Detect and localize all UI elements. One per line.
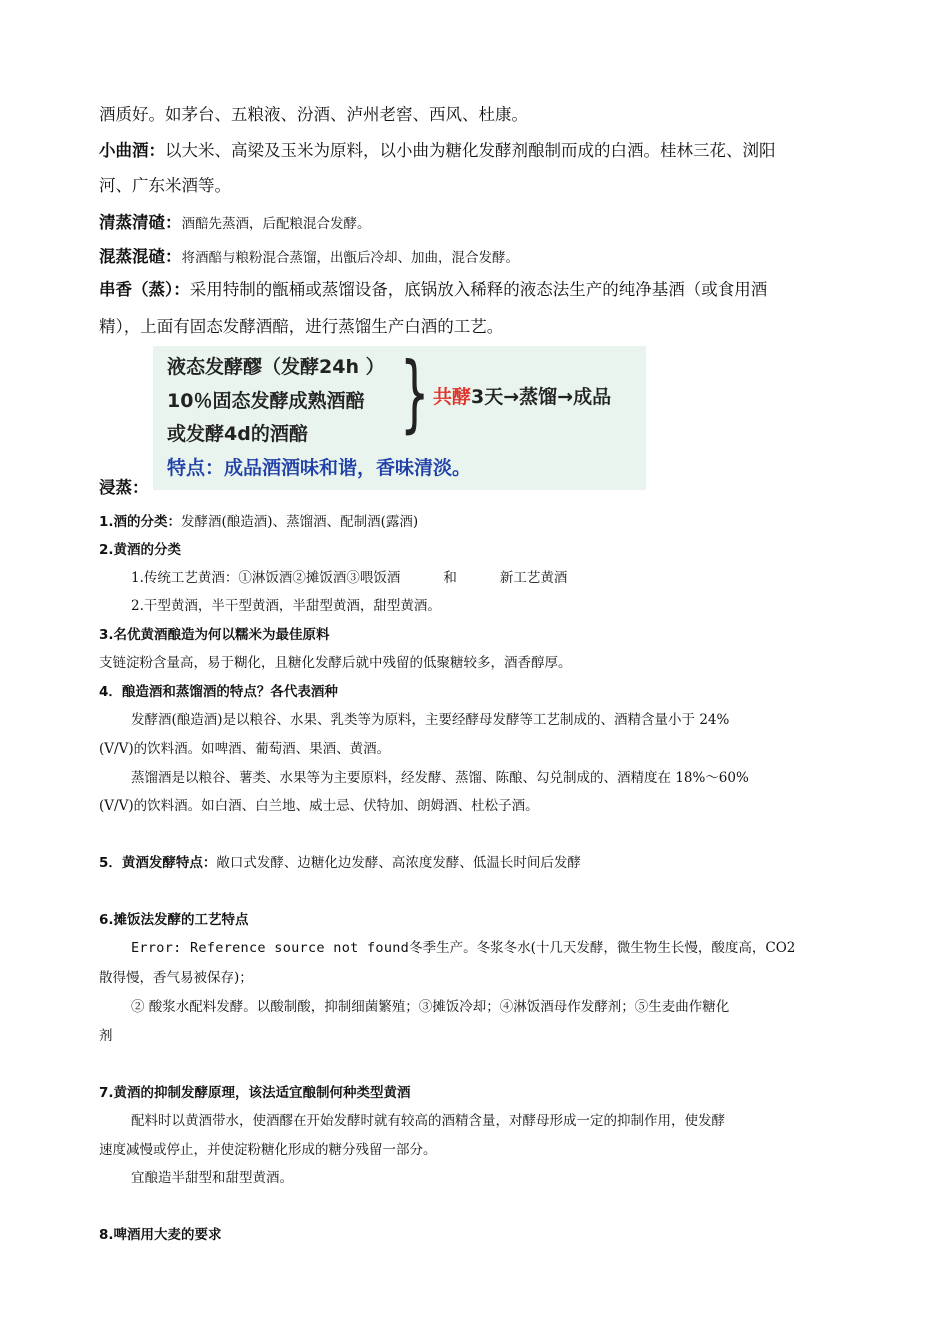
q7-line-1: 配料时以黄酒带水，使酒醪在开始发酵时就有较高的酒精含量，对酵母形成一定的抑制作用，使发酵 (131, 1113, 725, 1129)
q6-title: 6.摊饭法发酵的工艺特点 (99, 912, 249, 928)
text-hunzheng: 将酒醅与粮粉混合蒸馏，出甑后冷却、加曲，混合发酵。 (181, 250, 519, 266)
q2-line-2: 2.干型黄酒，半干型黄酒，半甜型黄酒，甜型黄酒。 (131, 598, 441, 614)
q3-title: 3.名优黄酒酿造为何以糯米为最佳原料 (99, 627, 330, 643)
term-xiaoqu: 小曲酒： (99, 141, 165, 160)
figure-feature: 特点：成品酒酒味和谐，香味清淡。 (167, 457, 472, 479)
figure-flow-cofermentation: 共酵 (433, 386, 472, 408)
figure-line-solid: 10％固态发酵成熟酒醅 (167, 390, 365, 412)
q7-line-2: 速度减慢或停止，并使淀粉糖化形成的糖分残留一部分。 (99, 1142, 437, 1158)
q7-line-3: 宜酿造半甜型和甜型黄酒。 (131, 1170, 293, 1186)
q5-huangjiu-fermentation (99, 851, 855, 871)
term-hunzheng: 混蒸混碴： (99, 247, 182, 266)
q4-title: 4．酿造酒和蒸馏酒的特点？各代表酒种 (99, 684, 338, 700)
q4-fermented-2: (V/V)的饮料酒。如啤酒、葡萄酒、果酒、黄酒。 (99, 741, 391, 757)
q6-line-4: 剂 (99, 1028, 113, 1044)
q3-answer: 支链淀粉含量高，易于糊化，且糖化发酵后就中残留的低聚糖较多，酒香醇厚。 (99, 655, 572, 671)
paragraph-famous-liquor: 酒质好。如茅台、五粮液、汾酒、泸州老窖、西风、杜康。 (99, 105, 528, 124)
term-qingzheng: 清蒸清碴： (99, 213, 182, 232)
text-chuanxiang: 采用特制的甑桶或蒸馏设备，底锅放入稀释的液态法生产的纯净基酒（或食用酒 (189, 280, 768, 299)
figure-line-liquid: 液态发酵醪（发酵24h ） (167, 356, 385, 378)
text-qingzheng: 酒醅先蒸酒，后配粮混合发酵。 (181, 216, 371, 232)
paragraph-jinzheng: 浸蒸： (99, 478, 149, 497)
text-xiaoqu: 以大米、高梁及玉米为原料，以小曲为糖化发酵剂酿制而成的白酒。桂林三花、浏阳 (165, 141, 776, 160)
q4-distilled-1: 蒸馏酒是以粮谷、薯类、水果等为主要原料，经发酵、蒸馏、陈酿、勾兑制成的、酒精度在 18%～60% (131, 770, 749, 786)
q1-title: 1.酒的分类： (99, 514, 182, 530)
process-figure (153, 346, 646, 490)
q4-fermented-1: 发酵酒(酿造酒)是以粮谷、水果、乳类等为原料，主要经酵母发酵等工艺制成的、酒精含量小于 24% (131, 712, 730, 728)
q1-text: 发酵酒(酿造酒)、蒸馏酒、配制酒(露酒) (181, 514, 419, 530)
paragraph-chuanxiang (99, 276, 855, 300)
q8-title: 8.啤酒用大麦的要求 (99, 1227, 222, 1243)
q6-line-1 (131, 936, 887, 956)
paragraph-xiaoqu (99, 137, 855, 161)
paragraph-chuanxiang-cont: 精），上面有固态发酵酒醅，进行蒸馏生产白酒的工艺。 (99, 317, 504, 336)
paragraph-qingzheng (99, 209, 855, 233)
figure-line-4d: 或发酵4d的酒醅 (167, 423, 308, 445)
q2-and: 和 (443, 570, 457, 586)
figure-flow-steps: 3天→蒸馏→成品 (471, 386, 612, 408)
q2-line-1 (131, 566, 887, 586)
q6-line-2: 散得慢，香气易被保存)； (99, 970, 253, 986)
q6-text-1: 冬季生产。冬浆冬水(十几天发酵，微生物生长慢，酸度高，CO2 (409, 940, 796, 956)
paragraph-hunzheng (99, 243, 855, 267)
figure-flow (433, 382, 611, 409)
q2-new: 新工艺黄酒 (499, 570, 568, 586)
q7-title: 7.黄酒的抑制发酵原理，该法适宜酿制何种类型黄酒 (99, 1085, 411, 1101)
paragraph-xiaoqu-cont: 河、广东米酒等。 (99, 176, 231, 195)
figure-brace: } (400, 344, 430, 442)
term-chuanxiang: 串香（蒸）： (99, 280, 190, 299)
q2-traditional: 1.传统工艺黄酒：①淋饭酒②摊饭酒③喂饭酒 (131, 570, 401, 586)
q2-title: 2.黄酒的分类 (99, 542, 182, 558)
q5-title: 5．黄酒发酵特点： (99, 855, 217, 871)
q1-liquor-classification (99, 510, 855, 530)
q6-error-ref: Error: Reference source not found (131, 940, 410, 956)
q6-line-3: ② 酸浆水配料发酵。以酸制酸，抑制细菌繁殖；③摊饭冷却；④淋饭酒母作发酵剂；⑤生麦曲作糖化 (131, 999, 730, 1015)
q4-distilled-2: (V/V)的饮料酒。如白酒、白兰地、威士忌、伏特加、朗姆酒、杜松子酒。 (99, 798, 539, 814)
q5-text: 敞口式发酵、边糖化边发酵、高浓度发酵、低温长时间后发酵 (216, 855, 581, 871)
